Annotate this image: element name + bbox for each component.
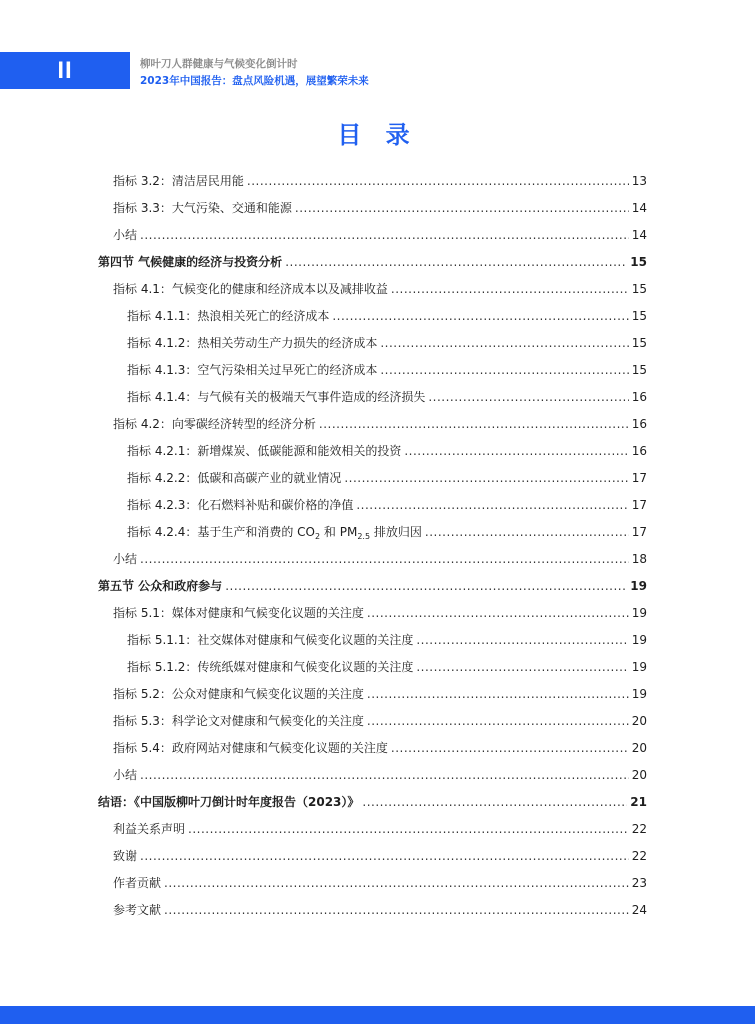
toc-entry-label: 指标 4.1.2：热相关劳动生产力损失的经济成本 bbox=[127, 336, 378, 350]
toc-entry[interactable] bbox=[98, 789, 647, 815]
toc-entry[interactable] bbox=[127, 492, 647, 518]
toc-entry-page: 17 bbox=[631, 498, 647, 512]
toc-entry[interactable] bbox=[113, 168, 647, 194]
dot-leader bbox=[225, 573, 627, 599]
toc-entry[interactable] bbox=[113, 411, 647, 437]
toc-entry-page: 21 bbox=[630, 795, 647, 809]
dot-leader bbox=[367, 600, 629, 626]
dot-leader bbox=[140, 843, 629, 869]
dot-leader bbox=[188, 816, 629, 842]
toc-entry-page: 20 bbox=[631, 741, 647, 755]
toc-entry-label: 指标 4.2：向零碳经济转型的经济分析 bbox=[113, 417, 316, 431]
toc-entry[interactable] bbox=[98, 249, 647, 275]
toc-entry-page: 16 bbox=[631, 390, 647, 404]
toc-entry[interactable] bbox=[113, 897, 647, 923]
label-part: 和 PM bbox=[320, 525, 358, 539]
toc-entry-label: 利益关系声明 bbox=[113, 822, 186, 836]
subscript: 2 bbox=[315, 532, 321, 541]
toc-entry-page: 15 bbox=[631, 282, 647, 296]
toc-entry-label: 指标 4.2.1：新增煤炭、低碳能源和能效相关的投资 bbox=[127, 444, 402, 458]
toc-entry-label: 指标 4.2.2：低碳和高碳产业的就业情况 bbox=[127, 471, 342, 485]
toc-entry[interactable] bbox=[127, 357, 647, 383]
toc-entry-page: 22 bbox=[631, 849, 647, 863]
toc-entry[interactable] bbox=[113, 870, 647, 896]
toc-entry[interactable] bbox=[127, 465, 647, 491]
dot-leader bbox=[140, 222, 629, 248]
toc-entry[interactable] bbox=[113, 276, 647, 302]
toc-entry-label: 指标 5.1.2：传统纸媒对健康和气候变化议题的关注度 bbox=[127, 660, 414, 674]
toc-entry-label: 第四节 气候健康的经济与投资分析 bbox=[98, 255, 283, 269]
toc-entry-page: 19 bbox=[631, 606, 647, 620]
toc-entry-page: 20 bbox=[631, 714, 647, 728]
toc-entry-label: 指标 5.1：媒体对健康和气候变化议题的关注度 bbox=[113, 606, 364, 620]
toc-entry[interactable] bbox=[113, 681, 647, 707]
toc-entry[interactable] bbox=[127, 627, 647, 653]
toc-entry-page: 20 bbox=[631, 768, 647, 782]
toc-entry-page: 13 bbox=[631, 174, 647, 188]
toc-entry-page: 16 bbox=[631, 444, 647, 458]
toc-entry-label: 指标 4.1：气候变化的健康和经济成本以及减排收益 bbox=[113, 282, 388, 296]
footer-bar bbox=[0, 1006, 755, 1024]
toc-entry-label bbox=[127, 519, 422, 545]
toc-entry-label: 指标 4.1.3：空气污染相关过早死亡的经济成本 bbox=[127, 363, 378, 377]
dot-leader bbox=[416, 654, 628, 680]
dot-leader bbox=[295, 195, 629, 221]
toc-entry-page: 15 bbox=[631, 363, 647, 377]
dot-leader bbox=[356, 492, 628, 518]
running-subtitle: 2023年中国报告：盘点风险机遇，展望繁荣未来 bbox=[140, 75, 369, 87]
toc-entry-page: 23 bbox=[631, 876, 647, 890]
toc-entry[interactable] bbox=[113, 222, 647, 248]
toc-entry-page: 19 bbox=[630, 579, 647, 593]
dot-leader bbox=[140, 762, 629, 788]
toc-entry[interactable] bbox=[113, 735, 647, 761]
toc-entry[interactable] bbox=[113, 843, 647, 869]
dot-leader bbox=[404, 438, 628, 464]
dot-leader bbox=[391, 735, 629, 761]
dot-leader bbox=[367, 681, 629, 707]
toc-entry-page: 24 bbox=[631, 903, 647, 917]
toc-entry-page: 18 bbox=[631, 552, 647, 566]
toc-entry-label: 指标 4.2.3：化石燃料补贴和碳价格的净值 bbox=[127, 498, 354, 512]
toc-entry-label: 指标 5.1.1：社交媒体对健康和气候变化议题的关注度 bbox=[127, 633, 414, 647]
toc-entry-label: 致谢 bbox=[113, 849, 138, 863]
toc-entry[interactable] bbox=[127, 384, 647, 410]
label-part: 指标 4.2.4：基于生产和消费的 CO bbox=[127, 525, 315, 539]
toc-entry-page: 15 bbox=[631, 336, 647, 350]
dot-leader bbox=[416, 627, 628, 653]
toc-entry-page: 17 bbox=[631, 471, 647, 485]
toc-entry[interactable] bbox=[127, 519, 647, 545]
toc-entry-page: 15 bbox=[631, 309, 647, 323]
toc-entry[interactable] bbox=[98, 573, 647, 599]
toc-entry-page: 14 bbox=[631, 228, 647, 242]
toc-entry-label: 小结 bbox=[113, 552, 138, 566]
toc-entry[interactable] bbox=[113, 708, 647, 734]
toc-entry[interactable] bbox=[127, 438, 647, 464]
toc-entry-label: 指标 3.3：大气污染、交通和能源 bbox=[113, 201, 292, 215]
dot-leader bbox=[164, 897, 629, 923]
label-part: 排放归因 bbox=[370, 525, 422, 539]
dot-leader bbox=[367, 708, 629, 734]
dot-leader bbox=[425, 519, 629, 545]
dot-leader bbox=[344, 465, 628, 491]
toc-entry[interactable] bbox=[113, 546, 647, 572]
toc-entry-label: 第五节 公众和政府参与 bbox=[98, 579, 223, 593]
dot-leader bbox=[319, 411, 629, 437]
dot-leader bbox=[164, 870, 629, 896]
toc-heading: 目 录 bbox=[337, 121, 418, 149]
subscript: 2.5 bbox=[357, 532, 371, 541]
toc-entry-label: 指标 5.4：政府网站对健康和气候变化议题的关注度 bbox=[113, 741, 388, 755]
toc-entry-page: 16 bbox=[631, 417, 647, 431]
section-badge: II bbox=[0, 52, 130, 89]
toc-entry-page: 17 bbox=[631, 525, 647, 539]
toc-entry-label: 小结 bbox=[113, 768, 138, 782]
toc-entry-label: 小结 bbox=[113, 228, 138, 242]
toc-entry[interactable] bbox=[113, 600, 647, 626]
toc-entry-page: 19 bbox=[631, 660, 647, 674]
dot-leader bbox=[362, 789, 627, 815]
toc-entry[interactable] bbox=[127, 303, 647, 329]
toc-entry[interactable] bbox=[127, 330, 647, 356]
toc-entry-label: 指标 4.1.1：热浪相关死亡的经济成本 bbox=[127, 309, 330, 323]
toc-entry[interactable] bbox=[113, 195, 647, 221]
dot-leader bbox=[380, 357, 628, 383]
running-title: 柳叶刀人群健康与气候变化倒计时 bbox=[140, 58, 298, 70]
toc-entry-label: 指标 5.3：科学论文对健康和气候变化的关注度 bbox=[113, 714, 364, 728]
toc-entry-label: 指标 4.1.4：与气候有关的极端天气事件造成的经济损失 bbox=[127, 390, 426, 404]
toc-entry[interactable] bbox=[113, 816, 647, 842]
toc-entry-label: 作者贡献 bbox=[113, 876, 162, 890]
toc-entry-label: 指标 5.2：公众对健康和气候变化议题的关注度 bbox=[113, 687, 364, 701]
toc-entry-page: 19 bbox=[631, 633, 647, 647]
toc-entry-label: 参考文献 bbox=[113, 903, 162, 917]
dot-leader bbox=[140, 546, 629, 572]
toc-entry[interactable] bbox=[113, 762, 647, 788]
dot-leader bbox=[428, 384, 628, 410]
toc-entry-page: 15 bbox=[630, 255, 647, 269]
toc-entry[interactable] bbox=[127, 654, 647, 680]
dot-leader bbox=[380, 330, 628, 356]
toc-entry-page: 19 bbox=[631, 687, 647, 701]
toc-entry-page: 22 bbox=[631, 822, 647, 836]
toc-entry-page: 14 bbox=[631, 201, 647, 215]
dot-leader bbox=[391, 276, 629, 302]
toc-entry-label: 指标 3.2：清洁居民用能 bbox=[113, 174, 244, 188]
dot-leader bbox=[285, 249, 627, 275]
dot-leader bbox=[332, 303, 628, 329]
toc-entry-label: 结语：《中国版柳叶刀倒计时年度报告（2023）》 bbox=[98, 795, 360, 809]
dot-leader bbox=[247, 168, 629, 194]
